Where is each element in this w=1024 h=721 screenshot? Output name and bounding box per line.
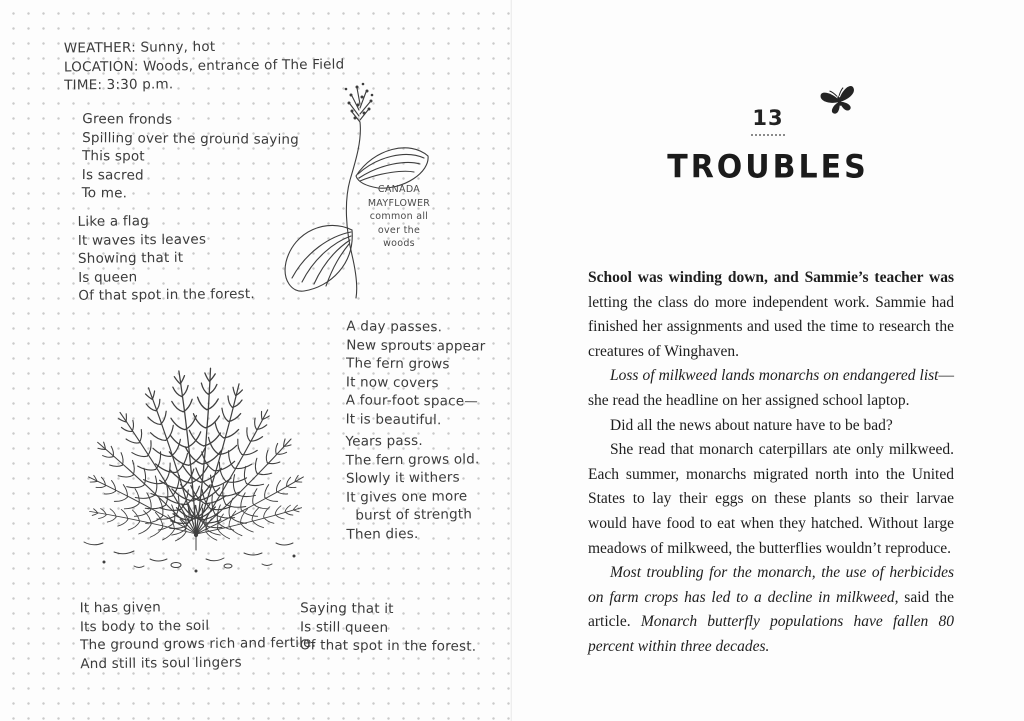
text-line: over the (377, 224, 421, 236)
text-line: Green fronds (82, 111, 173, 128)
poem-stanza-2 (78, 211, 255, 306)
body-paragraph (588, 414, 954, 439)
text-line: To me. (81, 185, 128, 202)
chapter-page (512, 0, 1024, 721)
text-segment: Did all the news about nature have to be bad? (610, 416, 893, 434)
body-paragraph (588, 266, 954, 364)
body-paragraph (588, 561, 954, 659)
text-line: Is sacred (81, 166, 144, 184)
chapter-title: TROUBLES (667, 148, 869, 187)
text-line: Slowly it withers (345, 469, 460, 487)
text-line: burst of strength (346, 506, 473, 525)
text-segment: School was winding down, and Sammie’s teacher was letting the class do more independent work. Sammie had finished her assignments and used the time to research the creatures of Winghaven. (588, 269, 954, 360)
text-line: Of that spot in the forest. (299, 637, 477, 655)
journal-page (0, 0, 511, 721)
text-line: Then dies. (346, 525, 419, 543)
text-line: TIME: 3:30 p.m. (64, 76, 174, 94)
chapter-heading (588, 106, 948, 185)
poem-stanza-6 (300, 599, 477, 656)
mayflower-caption (360, 183, 438, 251)
text-line: The fern grows old. (345, 450, 480, 469)
text-line: Spilling over the ground saying (82, 129, 300, 148)
text-line: It waves its leaves (77, 231, 207, 249)
text-line: It is beautiful. (345, 411, 442, 429)
poem-stanza-1 (82, 110, 300, 205)
text-line: Is queen (78, 269, 138, 286)
text-line: And still its soul lingers (80, 654, 242, 673)
text-line: New sprouts appear (346, 336, 486, 355)
text-segment: said the article. (588, 588, 954, 631)
text-line: common all (369, 211, 429, 222)
text-line: MAYFLOWER (367, 197, 431, 209)
text-segment: Most troubling for the monarch, the use of herbicides on farm crops has led to a decline in milkweed, (588, 564, 954, 606)
chapter-number: 13 (752, 106, 784, 130)
fern-fronds (82, 367, 310, 548)
poem-stanza-4 (345, 431, 480, 544)
text-line: It gives one more (346, 488, 468, 506)
text-line: The fern grows (346, 355, 450, 373)
body-paragraph (588, 438, 954, 561)
text-line: A four-foot space— (345, 392, 479, 410)
text-line: woods (383, 238, 415, 249)
text-line: This spot (81, 148, 145, 165)
text-line: CANADA (377, 184, 421, 195)
text-segment: She read that monarch caterpillars ate only milkweed. Each summer, monarchs migrated north into the United States to lay their eggs on these plants so their larvae would have food to eat when they hatched. Without large meadows of milkweed, the butterflies wouldn’t reproduce. (588, 441, 954, 557)
poem-stanza-5 (80, 597, 317, 674)
text-segment: Loss of milkweed lands monarchs on endangered list (610, 367, 939, 385)
chapter-number-rule (751, 134, 785, 136)
chapter-body (588, 266, 954, 660)
text-line: Of that spot in the forest. (78, 286, 255, 305)
text-line: WEATHER: Sunny, hot (63, 38, 216, 57)
text-line: The ground grows rich and fertile. (80, 634, 317, 654)
text-line: Years pass. (345, 432, 423, 450)
text-line: Showing that it (77, 250, 184, 268)
text-line: Is still queen (299, 618, 389, 636)
fern-illustration (56, 312, 338, 576)
text-line: LOCATION: Woods, entrance of The Field (63, 56, 345, 76)
text-line: It now covers (345, 374, 439, 391)
text-line: Its body to the soil (79, 617, 210, 635)
text-line: A day passes. (346, 318, 443, 336)
text-line: Like a flag (77, 213, 150, 230)
poem-stanza-3 (346, 317, 486, 430)
text-line: Saying that it (300, 600, 394, 618)
body-paragraph (588, 364, 954, 413)
text-segment: —she read the headline on her assigned school laptop. (588, 367, 954, 409)
fern-ground-marks (84, 534, 295, 572)
text-segment: Monarch butterfly populations have fallen 80 percent within three decades. (588, 613, 954, 655)
text-line: It has given (79, 599, 162, 617)
